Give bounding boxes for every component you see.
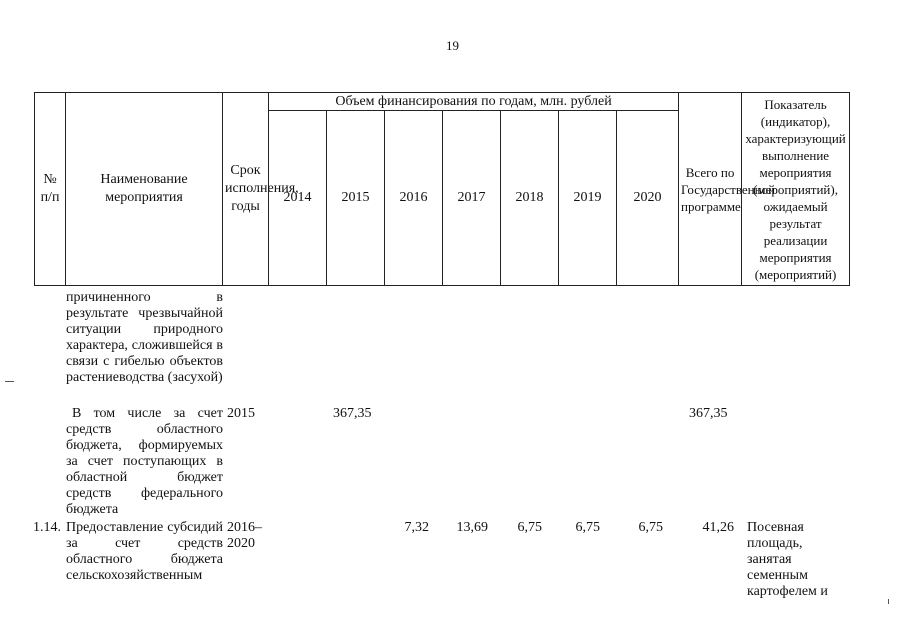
header-name: Наименование мероприятия: [66, 93, 223, 286]
header-total: Всего по Государственной программе: [679, 93, 742, 286]
scan-mark: [888, 599, 889, 604]
row-1-14-total: 41,26: [702, 520, 734, 535]
header-year-2015: 2015: [327, 111, 385, 286]
header-year-2017: 2017: [443, 111, 501, 286]
header-year-2016: 2016: [385, 111, 443, 286]
scan-mark: [5, 381, 14, 382]
row-including-name: В том числе за счет средств областного бюджета, формируемых за счет поступающих в областной бюджет средств федерального бюджета: [66, 406, 223, 517]
row-1-14-2016: 7,32: [404, 520, 429, 535]
header-year-2020: 2020: [617, 111, 679, 286]
header-year-2018: 2018: [501, 111, 559, 286]
row-1-14-2018: 6,75: [517, 520, 542, 535]
header-term: Срок исполнения, годы: [223, 93, 269, 286]
row-including-term: 2015: [227, 406, 255, 421]
row-1-14-term: 2016–2020: [227, 520, 262, 551]
header-indicator: Показатель (индикатор), характеризующий выполнение мероприятия (мероприятий), ожидаемый результат реализации мероприятия (мероприятий): [742, 93, 850, 286]
header-no: № п/п: [35, 93, 66, 286]
row-including-2015: 367,35: [333, 406, 372, 421]
row-1-14-indicator: Посевная площадь, занятая семенным картофелем и: [747, 520, 828, 599]
row-1-14-2020: 6,75: [638, 520, 663, 535]
row-including-total: 367,35: [689, 406, 728, 421]
page-number: 19: [446, 38, 459, 53]
table-header: [34, 92, 850, 286]
row-1-14-2017: 13,69: [456, 520, 488, 535]
header-year-2014: 2014: [269, 111, 327, 286]
header-year-2019: 2019: [559, 111, 617, 286]
row-1-14-name: Предоставление субсидий за счет средств областного бюджета сельскохозяйственным: [66, 520, 223, 583]
row-1-14-number: 1.14.: [33, 520, 61, 535]
header-volume: Объем финансирования по годам, млн. рублей: [269, 93, 679, 111]
row-continued-name: причиненного в результате чрезвычайной ситуации природного характера, сложившейся в связи с гибелью объектов растениеводства (засухой): [66, 290, 223, 385]
row-1-14-2019: 6,75: [575, 520, 600, 535]
